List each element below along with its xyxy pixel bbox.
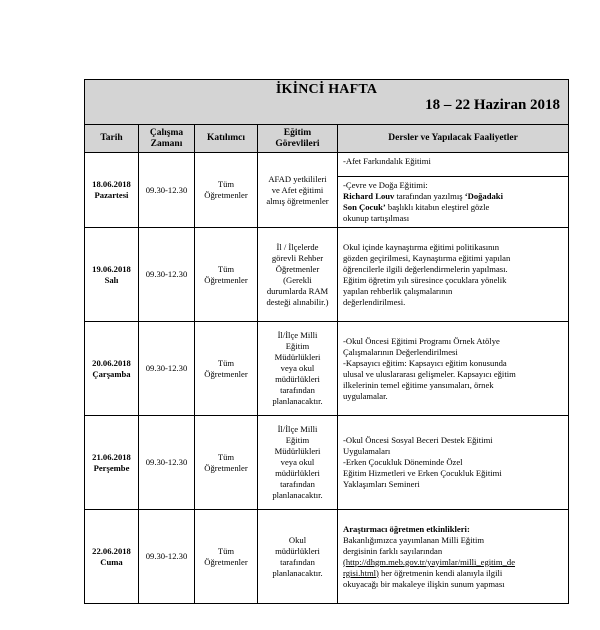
row-participants: [195, 322, 258, 416]
row-duties: [258, 510, 338, 604]
row-activity-b: [338, 177, 569, 228]
week-title: İKİNCİ HAFTA: [275, 82, 378, 97]
duties-line: tarafından: [280, 479, 315, 489]
row-date-cell: [85, 228, 139, 322]
activity-line: Bakanlığımızca yayımlanan Milli Eğitim: [343, 534, 485, 545]
row-activity: [338, 416, 569, 510]
participants-line2: Öğretmenler: [204, 368, 248, 379]
row-duties: [258, 228, 338, 322]
activity-text: her öğretmenin kendi alanıyla ilgili: [378, 567, 503, 578]
activity-line: Uygulamaları: [343, 446, 391, 456]
table-row: [85, 416, 569, 510]
participants-line1: Tüm: [217, 545, 235, 556]
table-row: [85, 510, 569, 604]
row-participants: [195, 510, 258, 604]
participants-line1: Tüm: [217, 451, 235, 462]
col-header-participants: Katılımcı: [195, 125, 258, 153]
activity-line: Eğitim öğretim yılı süresince çocuklara yönelik: [343, 274, 507, 285]
col-header-duties: [258, 125, 338, 153]
duties-line: planlanacaktır.: [272, 396, 323, 406]
activity-line: Eğitim Hizmetleri ve Erken Çocukluk Eğitimi: [343, 468, 502, 478]
row-date: 19.06.2018: [92, 263, 131, 274]
duties-line: İl/İlçe Milli: [277, 330, 318, 340]
col-header-time-line2: Zamanı: [150, 138, 183, 149]
participants-line1: Tüm: [217, 263, 235, 274]
col-header-activities: Dersler ve Yapılacak Faaliyetler: [338, 125, 569, 153]
activity-line: dergisinin farklı sayılarından: [343, 545, 443, 556]
row-participants: [195, 228, 258, 322]
col-header-duties-line1: Eğitim: [283, 127, 312, 138]
row-date: 22.06.2018: [92, 545, 131, 556]
magazine-link-cont[interactable]: rgisi.html): [343, 567, 379, 578]
activity-line: [343, 191, 563, 202]
row-time: 09.30-12.30: [139, 510, 195, 604]
activity-line: -Çevre ve Doğa Eğitimi:: [343, 180, 428, 190]
duties-line: planlanacaktır.: [272, 490, 323, 500]
row-activity: [338, 322, 569, 416]
participants-line2: Öğretmenler: [204, 274, 248, 285]
activity-line: -Okul Öncesi Eğitimi Programı Örnek Atölye: [343, 335, 500, 346]
row-time: 09.30-12.30: [139, 228, 195, 322]
activity-line: Çalışmalarının Değerlendirilmesi: [343, 346, 458, 357]
participants-line1: Tüm: [217, 179, 235, 189]
activity-title: Araştırmacı öğretmen etkinlikleri:: [343, 523, 470, 534]
activity-text: tarafından yazılmış: [394, 191, 465, 201]
activity-line: yapılan rehberlik çalışmalarının: [343, 285, 453, 296]
duties-line: müdürlükleri: [275, 374, 320, 384]
duties-line: Eğitim: [285, 435, 310, 445]
week-header: [85, 80, 569, 125]
table-row: [85, 322, 569, 416]
row-activity: [338, 228, 569, 322]
duties-line: müdürlükleri: [275, 545, 320, 556]
row-participants: [195, 153, 258, 228]
participants-line1: Tüm: [217, 357, 235, 368]
activity-line: [343, 202, 563, 213]
schedule-table: [84, 79, 569, 604]
duties-line: müdürlükleri: [275, 468, 320, 478]
duties-line: İl/İlçe Milli: [277, 424, 318, 434]
activity-line: Yaklaşımları Semineri: [343, 479, 420, 489]
duties-line: AFAD yetkilileri: [268, 173, 327, 184]
row-activity-a: -Afet Farkındalık Eğitimi: [338, 153, 569, 177]
col-header-date: Tarih: [85, 125, 139, 153]
col-header-duties-line2: Görevlileri: [275, 138, 320, 149]
row-day: Pazartesi: [94, 190, 129, 200]
col-header-time: [139, 125, 195, 153]
duties-line: tarafından: [280, 385, 315, 395]
duties-line: görevli Rehber: [271, 252, 324, 263]
row-date-cell: [85, 416, 139, 510]
row-day: Salı: [104, 274, 119, 285]
duties-line: (Gerekli: [283, 274, 312, 285]
participants-line2: Öğretmenler: [204, 556, 248, 567]
row-day: Perşembe: [93, 462, 130, 473]
duties-line: tarafından: [280, 556, 315, 567]
row-day: Cuma: [100, 556, 123, 567]
duties-line: ve Afet eğitimi: [271, 184, 324, 195]
row-time: 09.30-12.30: [139, 153, 195, 228]
activity-line: öğrencilerle ilgili değerlendirmelerin yapılması.: [343, 263, 508, 274]
activity-line: -Erken Çocukluk Döneminde Özel: [343, 457, 463, 467]
duties-line: veya okul: [280, 457, 315, 467]
table-header-row: [85, 80, 569, 125]
duties-line: İl / İlçelerde: [276, 241, 319, 252]
row-date: 18.06.2018: [92, 179, 131, 189]
duties-line: Eğitim: [285, 341, 310, 351]
activity-line: -Okul Öncesi Sosyal Beceri Destek Eğitimi: [343, 435, 493, 445]
author-name: Richard Louv: [343, 191, 395, 201]
book-title-part2: Son Çocuk’: [343, 202, 386, 212]
row-date-cell: [85, 153, 139, 228]
duties-line: almış öğretmenler: [266, 195, 329, 206]
row-time: 09.30-12.30: [139, 416, 195, 510]
row-duties: [258, 153, 338, 228]
activity-line: ulusal ve uluslararası gelişmeler. Kapsayıcı eğitim: [343, 368, 516, 379]
row-date-cell: [85, 510, 139, 604]
duties-line: durumlarda RAM: [266, 285, 329, 296]
row-participants: [195, 416, 258, 510]
activity-line: uygulamalar.: [343, 390, 388, 401]
activity-line: okuyacağı bir makaleye ilişkin sunum yapması: [343, 578, 505, 589]
duties-line: veya okul: [280, 363, 315, 373]
magazine-link[interactable]: (http://dhgm.meb.gov.tr/yayimlar/milli_egitim_de: [343, 556, 516, 567]
activity-line: gözden geçirilmesi, Kaynaştırma eğitimi yapılan: [343, 252, 511, 263]
activity-line: ilkelerinin temel eğitime yansımaları, örnek: [343, 379, 494, 390]
activity-line: değerlendirilmesi.: [343, 296, 406, 307]
duties-line: Öğretmenler: [275, 263, 320, 274]
row-date-cell: [85, 322, 139, 416]
duties-line: Müdürlükleri: [274, 352, 321, 362]
participants-line2: Öğretmenler: [204, 190, 248, 200]
participants-line2: Öğretmenler: [204, 462, 248, 473]
row-duties: [258, 322, 338, 416]
week-dates: 18 – 22 Haziran 2018: [425, 97, 561, 113]
table-row: [85, 228, 569, 322]
row-date: 20.06.2018: [92, 357, 131, 368]
row-time: 09.30-12.30: [139, 322, 195, 416]
duties-line: desteği alınabilir.): [266, 296, 329, 307]
duties-line: Okul: [288, 534, 307, 545]
table-row: [85, 153, 569, 177]
col-header-time-line1: Çalışma: [149, 127, 184, 138]
activity-text: başlıklı kitabın eleştirel gözle: [385, 202, 490, 212]
activity-line: Okul içinde kaynaştırma eğitimi politikasının: [343, 241, 500, 252]
duties-line: planlanacaktır.: [272, 567, 323, 578]
row-duties: [258, 416, 338, 510]
row-date: 21.06.2018: [92, 451, 131, 462]
activity-line: okunup tartışılması: [343, 213, 410, 223]
row-activity: [338, 510, 569, 604]
row-day: Çarşamba: [92, 368, 131, 379]
duties-line: Müdürlükleri: [274, 446, 321, 456]
activity-line: -Kapsayıcı eğitim: Kapsayıcı eğitim konusunda: [343, 357, 507, 368]
column-header-row: [85, 125, 569, 153]
book-title-part1: ‘Doğadaki: [464, 191, 503, 201]
